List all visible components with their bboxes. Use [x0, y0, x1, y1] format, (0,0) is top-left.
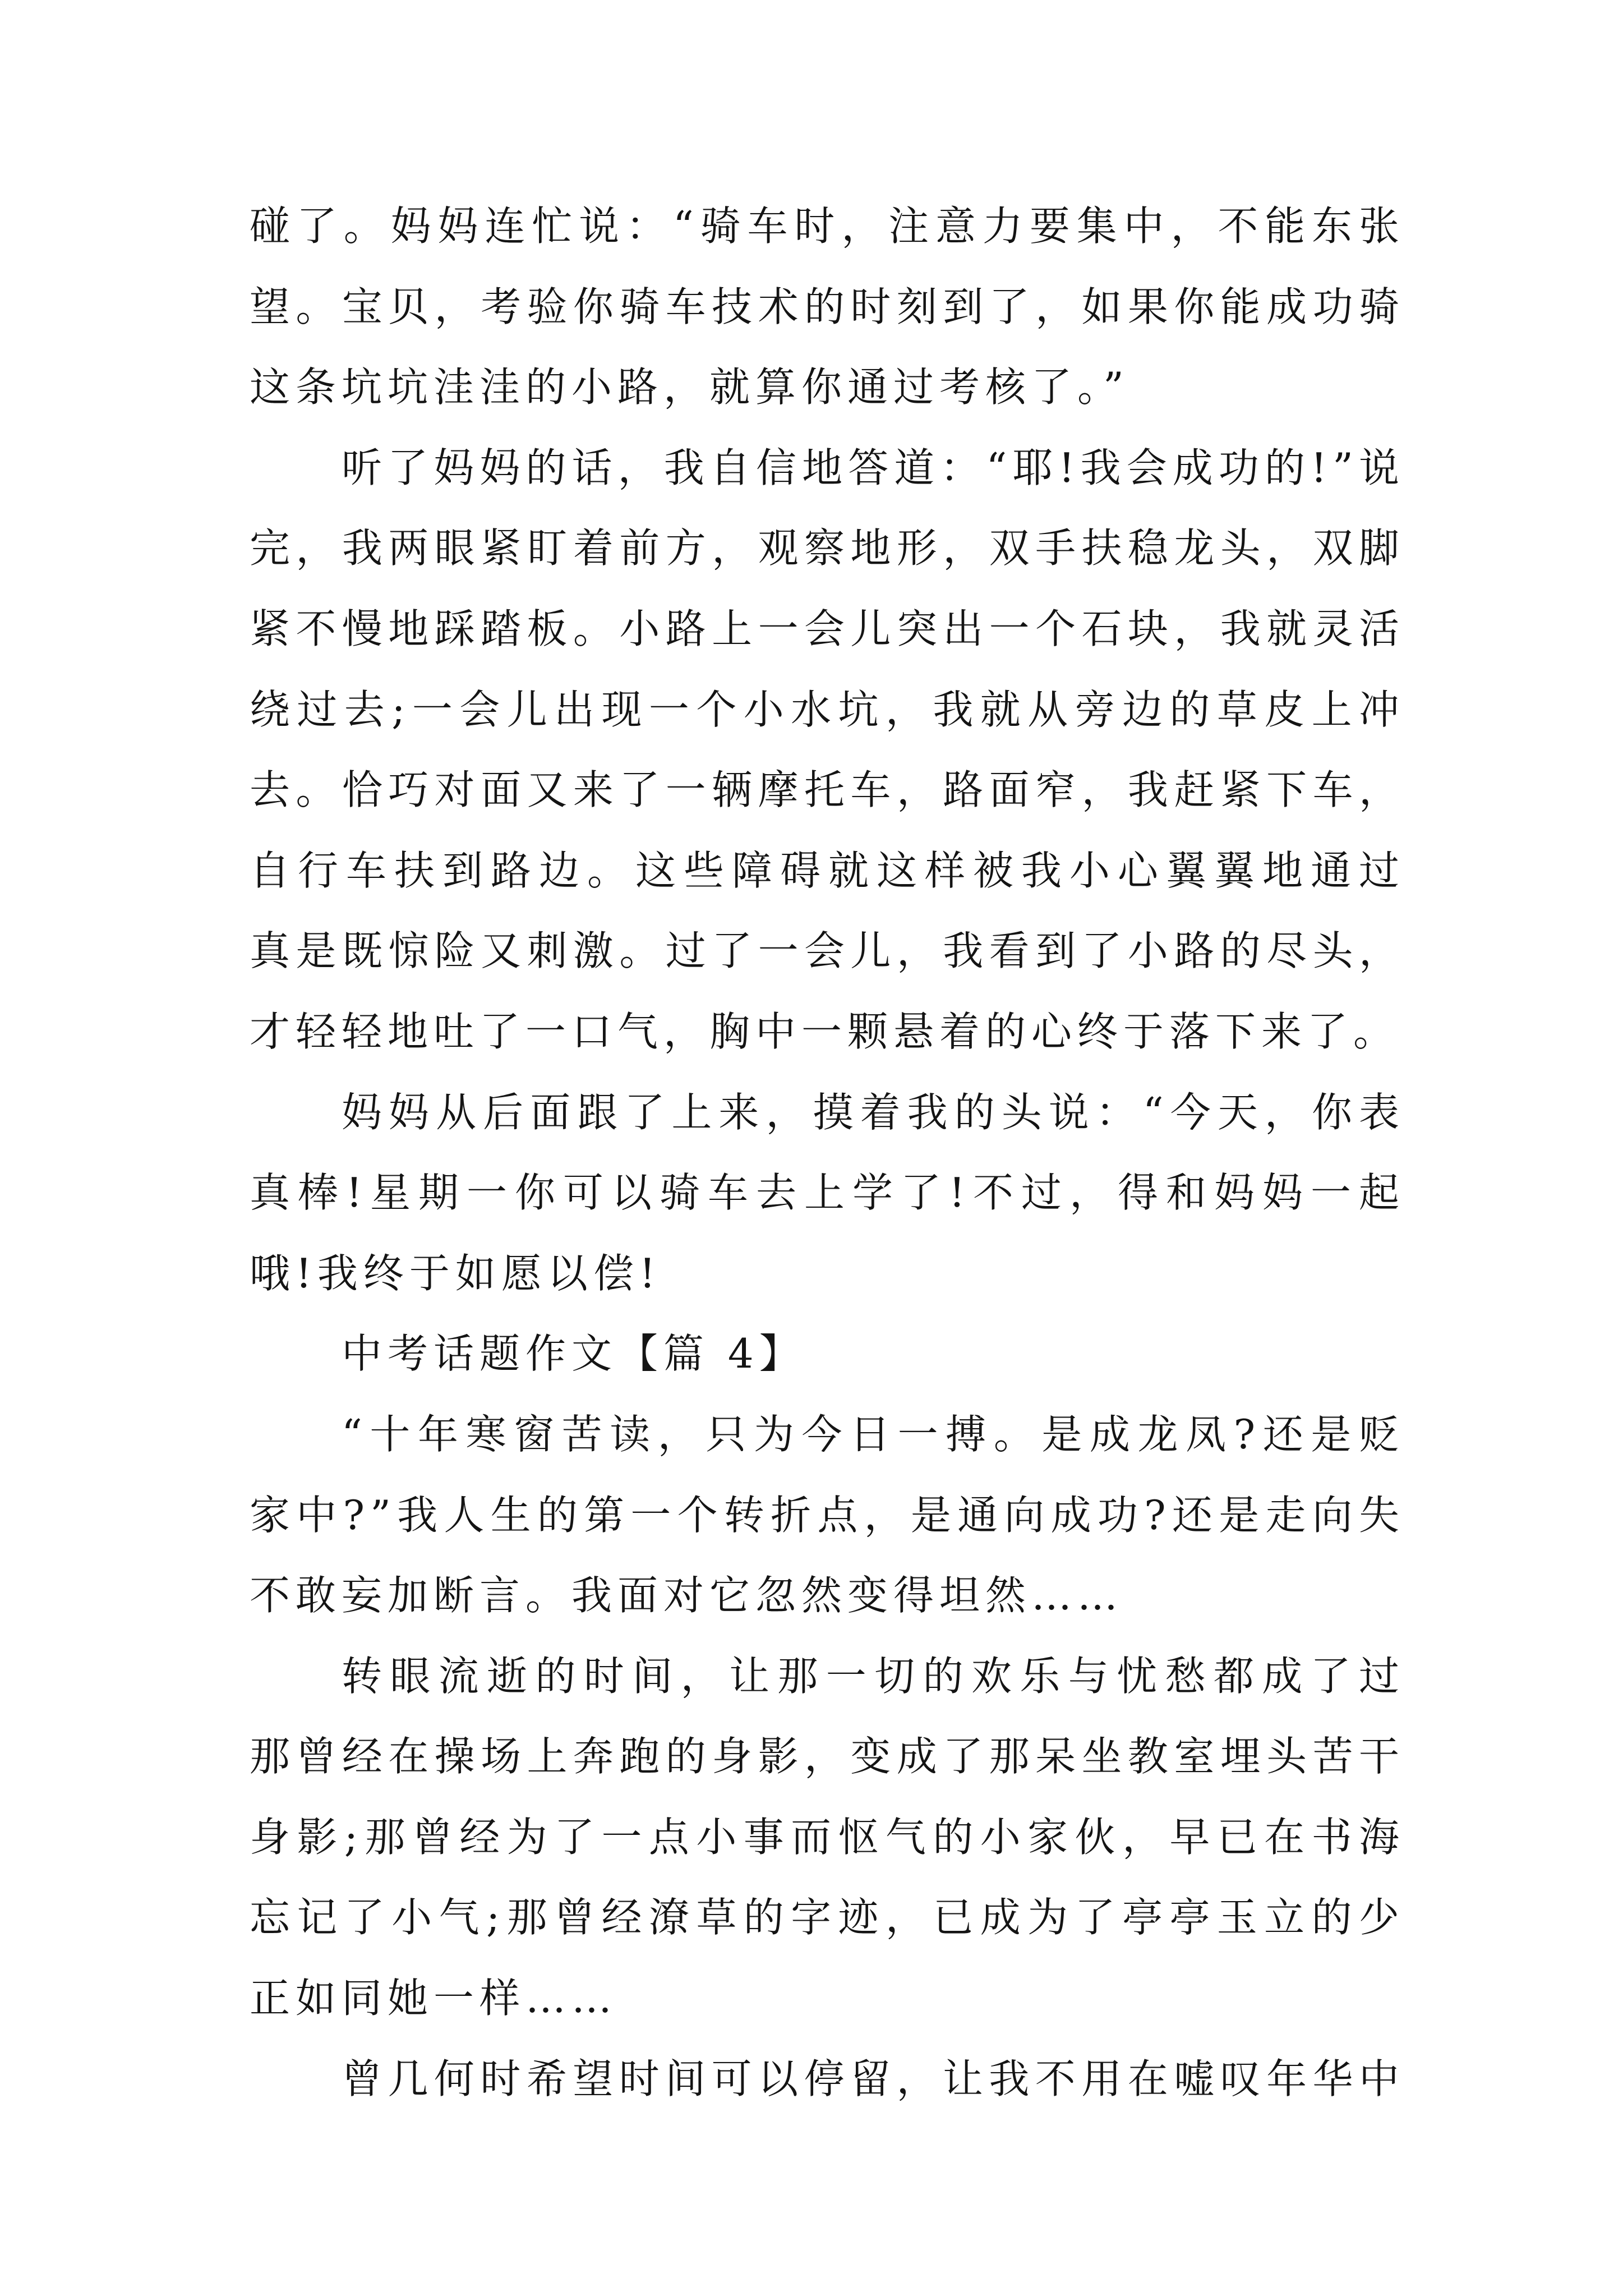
text-line: 家中?”我人生的第一个转折点，是通向成功?还是走向失	[250, 1491, 1405, 1539]
text-line: 绕过去;一会儿出现一个小水坑，我就从旁边的草皮上冲	[250, 685, 1405, 733]
text-line: 忘记了小气;那曾经潦草的字迹，已成为了亭亭玉立的少	[250, 1894, 1405, 1941]
text-line: 这条坑坑洼洼的小路，就算你通过考核了。”	[250, 364, 1129, 411]
text-line: 转眼流逝的时间，让那一切的欢乐与忧愁都成了过	[342, 1652, 1405, 1700]
document-body	[250, 186, 1405, 2119]
text-line: 紧不慢地踩踏板。小路上一会儿突出一个石块，我就灵活	[250, 605, 1405, 652]
text-line: 真棒!星期一你可以骑车去上学了!不过，得和妈妈一起	[250, 1169, 1405, 1217]
text-line: 身影;那曾经为了一点小事而怄气的小家伙，早已在书海	[250, 1813, 1405, 1861]
text-line: 不敢妄加断言。我面对它忽然变得坦然……	[250, 1572, 1124, 1619]
text-line: 完，我两眼紧盯着前方，观察地形，双手扶稳龙头，双脚	[250, 524, 1405, 572]
text-line: 望。宝贝，考验你骑车技术的时刻到了，如果你能成功骑	[250, 283, 1405, 330]
text-line: 那曾经在操场上奔跑的身影，变成了那呆坐教室埋头苦干	[250, 1733, 1405, 1780]
text-line: 自行车扶到路边。这些障碍就这样被我小心翼翼地通过	[250, 846, 1405, 894]
text-line: 才轻轻地吐了一口气，胸中一颗悬着的心终于落下来了。	[250, 1007, 1400, 1055]
text-line: 真是既惊险又刺激。过了一会儿，我看到了小路的尽头，	[250, 927, 1405, 975]
text-line: 去。恰巧对面又来了一辆摩托车，路面窄，我赶紧下车，	[250, 766, 1405, 814]
text-line: 曾几何时希望时间可以停留，让我不用在嘘叹年华中	[342, 2055, 1405, 2102]
text-line: 哦!我终于如愿以偿!	[250, 1249, 661, 1297]
text-line: 中考话题作文【篇 4】	[342, 1330, 805, 1378]
text-line: 听了妈妈的话，我自信地答道：“耶!我会成功的!”说	[342, 444, 1405, 491]
text-line: 妈妈从后面跟了上来，摸着我的头说：“今天，你表	[342, 1088, 1405, 1136]
text-line: 正如同她一样……	[250, 1975, 618, 2022]
text-line: “十年寒窗苦读，只为今日一搏。是成龙凤?还是贬	[342, 1410, 1405, 1458]
text-line: 碰了。妈妈连忙说：“骑车时，注意力要集中，不能东张	[250, 203, 1405, 250]
